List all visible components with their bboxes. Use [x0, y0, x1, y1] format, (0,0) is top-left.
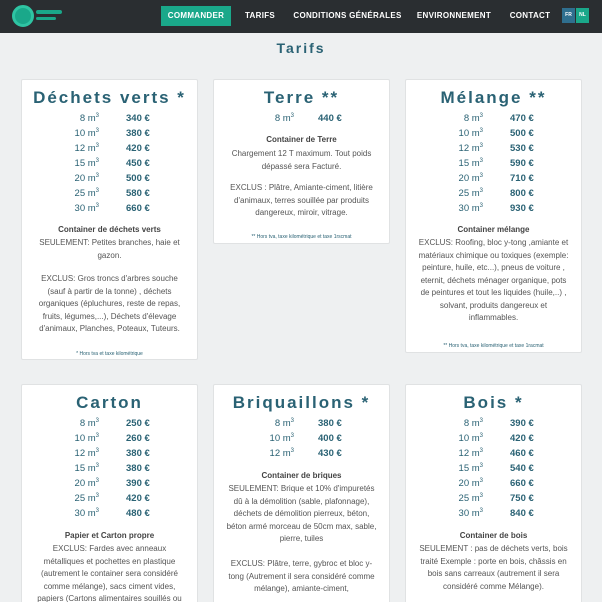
- price: 470 €: [510, 113, 534, 124]
- price-row: [406, 418, 581, 433]
- navbar: [0, 0, 602, 33]
- price: 250 €: [126, 418, 150, 429]
- price: 380 €: [126, 463, 150, 474]
- logo[interactable]: [12, 4, 62, 29]
- volume: 8 $m^3$: [79, 113, 99, 124]
- price: 420 €: [126, 143, 150, 154]
- price: 660 €: [126, 203, 150, 214]
- card-terre: [213, 79, 390, 244]
- price-row: [406, 433, 581, 448]
- price: 480 €: [126, 508, 150, 519]
- description-seulement: SEULEMENT : pas de déchets verts, bois traité Exemple : porte en bois, châssis en bois sans carreaux (autrement il sera considéré comme Mélange).: [419, 544, 568, 591]
- description-exclus: EXCLUS : Plâtre, Amiante-ciment, litière d'animaux, terres souillée par produits dangereux, miroir, vitrage.: [230, 183, 373, 217]
- price: 380 €: [126, 128, 150, 139]
- price-row: [406, 113, 581, 128]
- card-bois: [405, 384, 582, 602]
- price-row: [406, 493, 581, 508]
- nav-contact[interactable]: CONTACT: [509, 11, 551, 20]
- nav-tarifs[interactable]: TARIFS: [244, 11, 276, 20]
- volume: 25 $m^3$: [458, 493, 483, 504]
- price: 380 €: [318, 418, 342, 429]
- price: 390 €: [510, 418, 534, 429]
- price: 260 €: [126, 433, 150, 444]
- volume: 10 $m^3$: [74, 128, 99, 139]
- price: 500 €: [510, 128, 534, 139]
- volume: 12 $m^3$: [269, 448, 294, 459]
- price: 660 €: [510, 478, 534, 489]
- volume: 15 $m^3$: [74, 158, 99, 169]
- price: 500 €: [126, 173, 150, 184]
- card-briquaillons: [213, 384, 390, 602]
- price-row: [22, 173, 197, 188]
- volume: 8 $m^3$: [79, 418, 99, 429]
- price-row: [22, 493, 197, 508]
- lang-nl-button[interactable]: NL: [576, 8, 589, 23]
- volume: 8 $m^3$: [274, 418, 294, 429]
- volume: 12 $m^3$: [458, 143, 483, 154]
- container-title: Container de bois: [459, 531, 528, 540]
- price-row: [22, 143, 197, 158]
- price: 430 €: [318, 448, 342, 459]
- price-row: [406, 143, 581, 158]
- volume: 8 $m^3$: [274, 113, 294, 124]
- price: 750 €: [510, 493, 534, 504]
- price-row: [22, 478, 197, 493]
- price-row: [214, 113, 389, 128]
- card-title: Carton: [76, 393, 143, 412]
- volume: 8 $m^3$: [463, 113, 483, 124]
- logo-icon: [12, 5, 34, 27]
- price-row: [22, 508, 197, 523]
- card-title: Terre **: [263, 88, 340, 107]
- volume: 8 $m^3$: [463, 418, 483, 429]
- description-exclus: EXCLUS: Fardes avec anneaux métalliques et pochettes en plastique (autrement le container sera considéré comme mélange), sacs ciment vides, papiers (Cartons alimentaires souillés ou: [37, 544, 182, 602]
- volume: 20 $m^3$: [458, 478, 483, 489]
- price: 800 €: [510, 188, 534, 199]
- nav-commander[interactable]: COMMANDER: [161, 6, 231, 26]
- price-row: [214, 448, 389, 463]
- price-row: [22, 158, 197, 173]
- price: 530 €: [510, 143, 534, 154]
- price: 930 €: [510, 203, 534, 214]
- price-row: [406, 188, 581, 203]
- price: 390 €: [126, 478, 150, 489]
- card-carton: [21, 384, 198, 602]
- volume: 25 $m^3$: [74, 188, 99, 199]
- price-row: [22, 418, 197, 433]
- footnote: ** Hors tva, taxe kilométrique et taxe 1rscmat: [251, 234, 352, 240]
- price-row: [22, 188, 197, 203]
- container-title: Container mélange: [457, 225, 530, 234]
- price-row: [22, 113, 197, 128]
- page-title: Tarifs: [276, 40, 326, 56]
- container-title: Container de briques: [261, 471, 342, 480]
- nav-conditions-generales[interactable]: CONDITIONS GÉNÉRALES: [293, 11, 402, 20]
- volume: 12 $m^3$: [458, 448, 483, 459]
- description-seulement: Chargement 12 T maximum. Tout poids dépassé sera Facturé.: [231, 149, 372, 171]
- price: 420 €: [126, 493, 150, 504]
- container-title: Container de Terre: [266, 135, 337, 144]
- lang-fr-button[interactable]: FR: [562, 8, 575, 23]
- volume: 30 $m^3$: [74, 508, 99, 519]
- nav-environnement[interactable]: ENVIRONNEMENT: [416, 11, 492, 20]
- description-seulement: SEULEMENT: Brique et 10% d'impuretés dû à la démolition (sable, plafonnage), déchets de démolition pierreux, béton, béton armé morceau de 50cm max, sable, pierre, tuiles: [226, 484, 377, 543]
- volume: 15 $m^3$: [458, 463, 483, 474]
- price: 420 €: [510, 433, 534, 444]
- price: 710 €: [510, 173, 534, 184]
- price-row: [406, 463, 581, 478]
- price-row: [22, 463, 197, 478]
- price-row: [214, 433, 389, 448]
- volume: 25 $m^3$: [458, 188, 483, 199]
- volume: 20 $m^3$: [74, 478, 99, 489]
- container-title: Container de déchets verts: [58, 225, 161, 234]
- price-row: [22, 433, 197, 448]
- price-row: [406, 173, 581, 188]
- price-row: [406, 448, 581, 463]
- volume: 15 $m^3$: [458, 158, 483, 169]
- price: 380 €: [126, 448, 150, 459]
- volume: 30 $m^3$: [74, 203, 99, 214]
- price: 440 €: [318, 113, 342, 124]
- price: 590 €: [510, 158, 534, 169]
- description-exclus: EXCLUS: Plâtre, terre, gybroc et bloc y-tong (Autrement il sera considéré comme mélange), amiante-ciment,: [228, 559, 375, 593]
- volume: 10 $m^3$: [458, 433, 483, 444]
- price-row: [406, 478, 581, 493]
- price-row: [22, 203, 197, 218]
- footnote: * Hors tva et taxe kilométrique: [76, 351, 143, 357]
- card-title: Briquaillons *: [232, 393, 371, 412]
- volume: 20 $m^3$: [74, 173, 99, 184]
- price-row: [406, 508, 581, 523]
- volume: 30 $m^3$: [458, 203, 483, 214]
- description-seulement: SEULEMENT: Petites branches, haie et gazon.: [39, 238, 180, 260]
- card-title: Déchets verts *: [33, 88, 186, 107]
- volume: 25 $m^3$: [74, 493, 99, 504]
- card-title: Mélange **: [440, 88, 547, 107]
- price: 460 €: [510, 448, 534, 459]
- price: 400 €: [318, 433, 342, 444]
- price: 340 €: [126, 113, 150, 124]
- price-row: [214, 418, 389, 433]
- description-exclus: EXCLUS: Gros troncs d'arbres souche (sauf à partir de la tonne) , déchets organiques (épluchures, reste de repas, fruits, légumes,...), Déchets d'élevage d'animaux, Planches, Poteaux, Tuteurs.: [38, 274, 181, 333]
- card-dechets-verts: [21, 79, 198, 360]
- price-row: [406, 203, 581, 218]
- card-title: Bois *: [463, 393, 524, 412]
- container-title: Papier et Carton propre: [64, 531, 155, 540]
- volume: 10 $m^3$: [74, 433, 99, 444]
- volume: 10 $m^3$: [269, 433, 294, 444]
- volume: 30 $m^3$: [458, 508, 483, 519]
- volume: 12 $m^3$: [74, 143, 99, 154]
- volume: 10 $m^3$: [458, 128, 483, 139]
- footnote: ** Hors tva, taxe kilométrique et taxe 1racmat: [443, 343, 544, 349]
- price-row: [22, 448, 197, 463]
- price: 540 €: [510, 463, 534, 474]
- price-row: [22, 128, 197, 143]
- price: 580 €: [126, 188, 150, 199]
- card-melange: [405, 79, 582, 353]
- price: 450 €: [126, 158, 150, 169]
- price-row: [406, 158, 581, 173]
- price: 840 €: [510, 508, 534, 519]
- volume: 15 $m^3$: [74, 463, 99, 474]
- description-exclus: EXCLUS: Roofing, bloc y-tong ,amiante et matériaux chimique ou toxiques (exemple: peinture, huile, etc...), pneus de voiture , eternit, déchets ménager organique, pots de peintures et tout les liquides (huile,..) , solvant, produits dangereux et inflammables.: [418, 238, 569, 322]
- volume: 20 $m^3$: [458, 173, 483, 184]
- price-row: [406, 128, 581, 143]
- volume: 12 $m^3$: [74, 448, 99, 459]
